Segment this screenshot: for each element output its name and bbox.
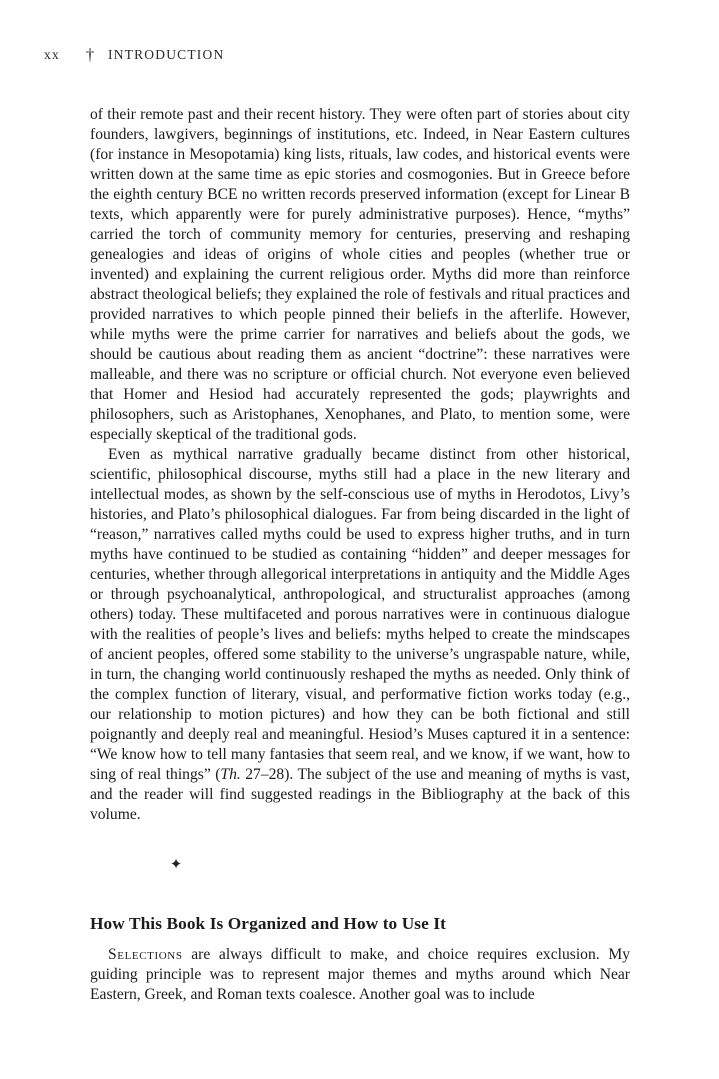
paragraph-continued: of their remote past and their recent history. They were often part of stories about city founders, lawgivers, beginnings of institutions, etc. Indeed, in Near Eastern cultures (for instance in Mesopotamia) king lists, rituals, law codes, and historical events were written down at the same time as epic stories and cosmogonies. But in Greece before the eighth century BCE no written records preserved information (except for Linear B texts, which apparently were for purely administrative purposes). Hence, “myths” carried the torch of community memory for centuries, preserving and reshaping genealogies and ideas of origins of whole cities and peoples (whether true or invented) and explaining the current religious order. Myths did more than reinforce abstract theological beliefs; they explained the role of festivals and ritual practices and provided narratives to which people pinned their beliefs in the afterlife. However, while myths were the prime carrier for narratives and beliefs about the gods, we should be cautious about reading them as ancient “doctrine”: these narratives were malleable, and there was no scripture or official church. Not everyone even believed that Homer and Hesiod had accurately represented the gods; playwrights and philosophers, such as Aristophanes, Xenophanes, and Plato, to mention some, were especially skeptical of the traditional gods. [90,106,630,443]
paragraph-myth-discourse [90,445,630,825]
smallcaps-lead-word: Selections [108,946,183,963]
section-paragraph-text: are always difficult to make, and choice requires exclusion. My guiding principle was to represent major themes and myths around which Near Eastern, Greek, and Roman texts coalesce. Another goal was to include [90,946,630,1003]
running-head-title: INTRODUCTION [108,47,225,62]
paragraph-text-end: 27–28). The subject of the use and meaning of myths is vast, and the reader will find suggested readings in the Bibliography at the back of this volume. [90,766,630,823]
dagger-ornament-icon: † [85,45,95,64]
section-body-text [90,945,630,1005]
section-heading: How This Book Is Organized and How to Use It [90,914,446,933]
paragraph-text: Even as mythical narrative gradually became distinct from other historical, scientific, philosophical discourse, myths still had a place in the new literary and intellectual modes, as shown by the self-conscious use of myths in Herodotos, Livy’s histories, and Plato’s philosophical dialogues. Far from being discarded in the light of “reason,” narratives called myths could be used to express higher truths, and in turn myths have continued to be studied as containing “hidden” and deeper messages for centuries, whether through allegorical interpretations in antiquity and the Middle Ages or through psychoanalytical, anthropological, and structuralist approaches (among others) today. These multifaceted and porous narratives were in continuous dialogue with the realities of people’s lives and beliefs: myths helped to create the mindscapes of ancient peoples, offered some stability to the universe’s ungraspable nature, while, in turn, the changing world continuously reshaped the myths as needed. Only think of the complex function of literary, visual, and performative fiction works today (e.g., our relationship to motion pictures) and how they can be both fictional and still poignantly and deeply real and meaningful. Hesiod’s Muses captured it in a sentence: “We know how to tell many fantasies that seem real, and we know, if we want, how to sing of real things” ( [90,446,630,783]
theogony-abbreviation: Th. [220,766,241,783]
running-head [44,44,224,66]
four-point-star-icon: ✦ [169,857,183,873]
section-paragraph [90,945,630,1005]
body-text [90,105,630,825]
page-number: xx [44,47,60,62]
